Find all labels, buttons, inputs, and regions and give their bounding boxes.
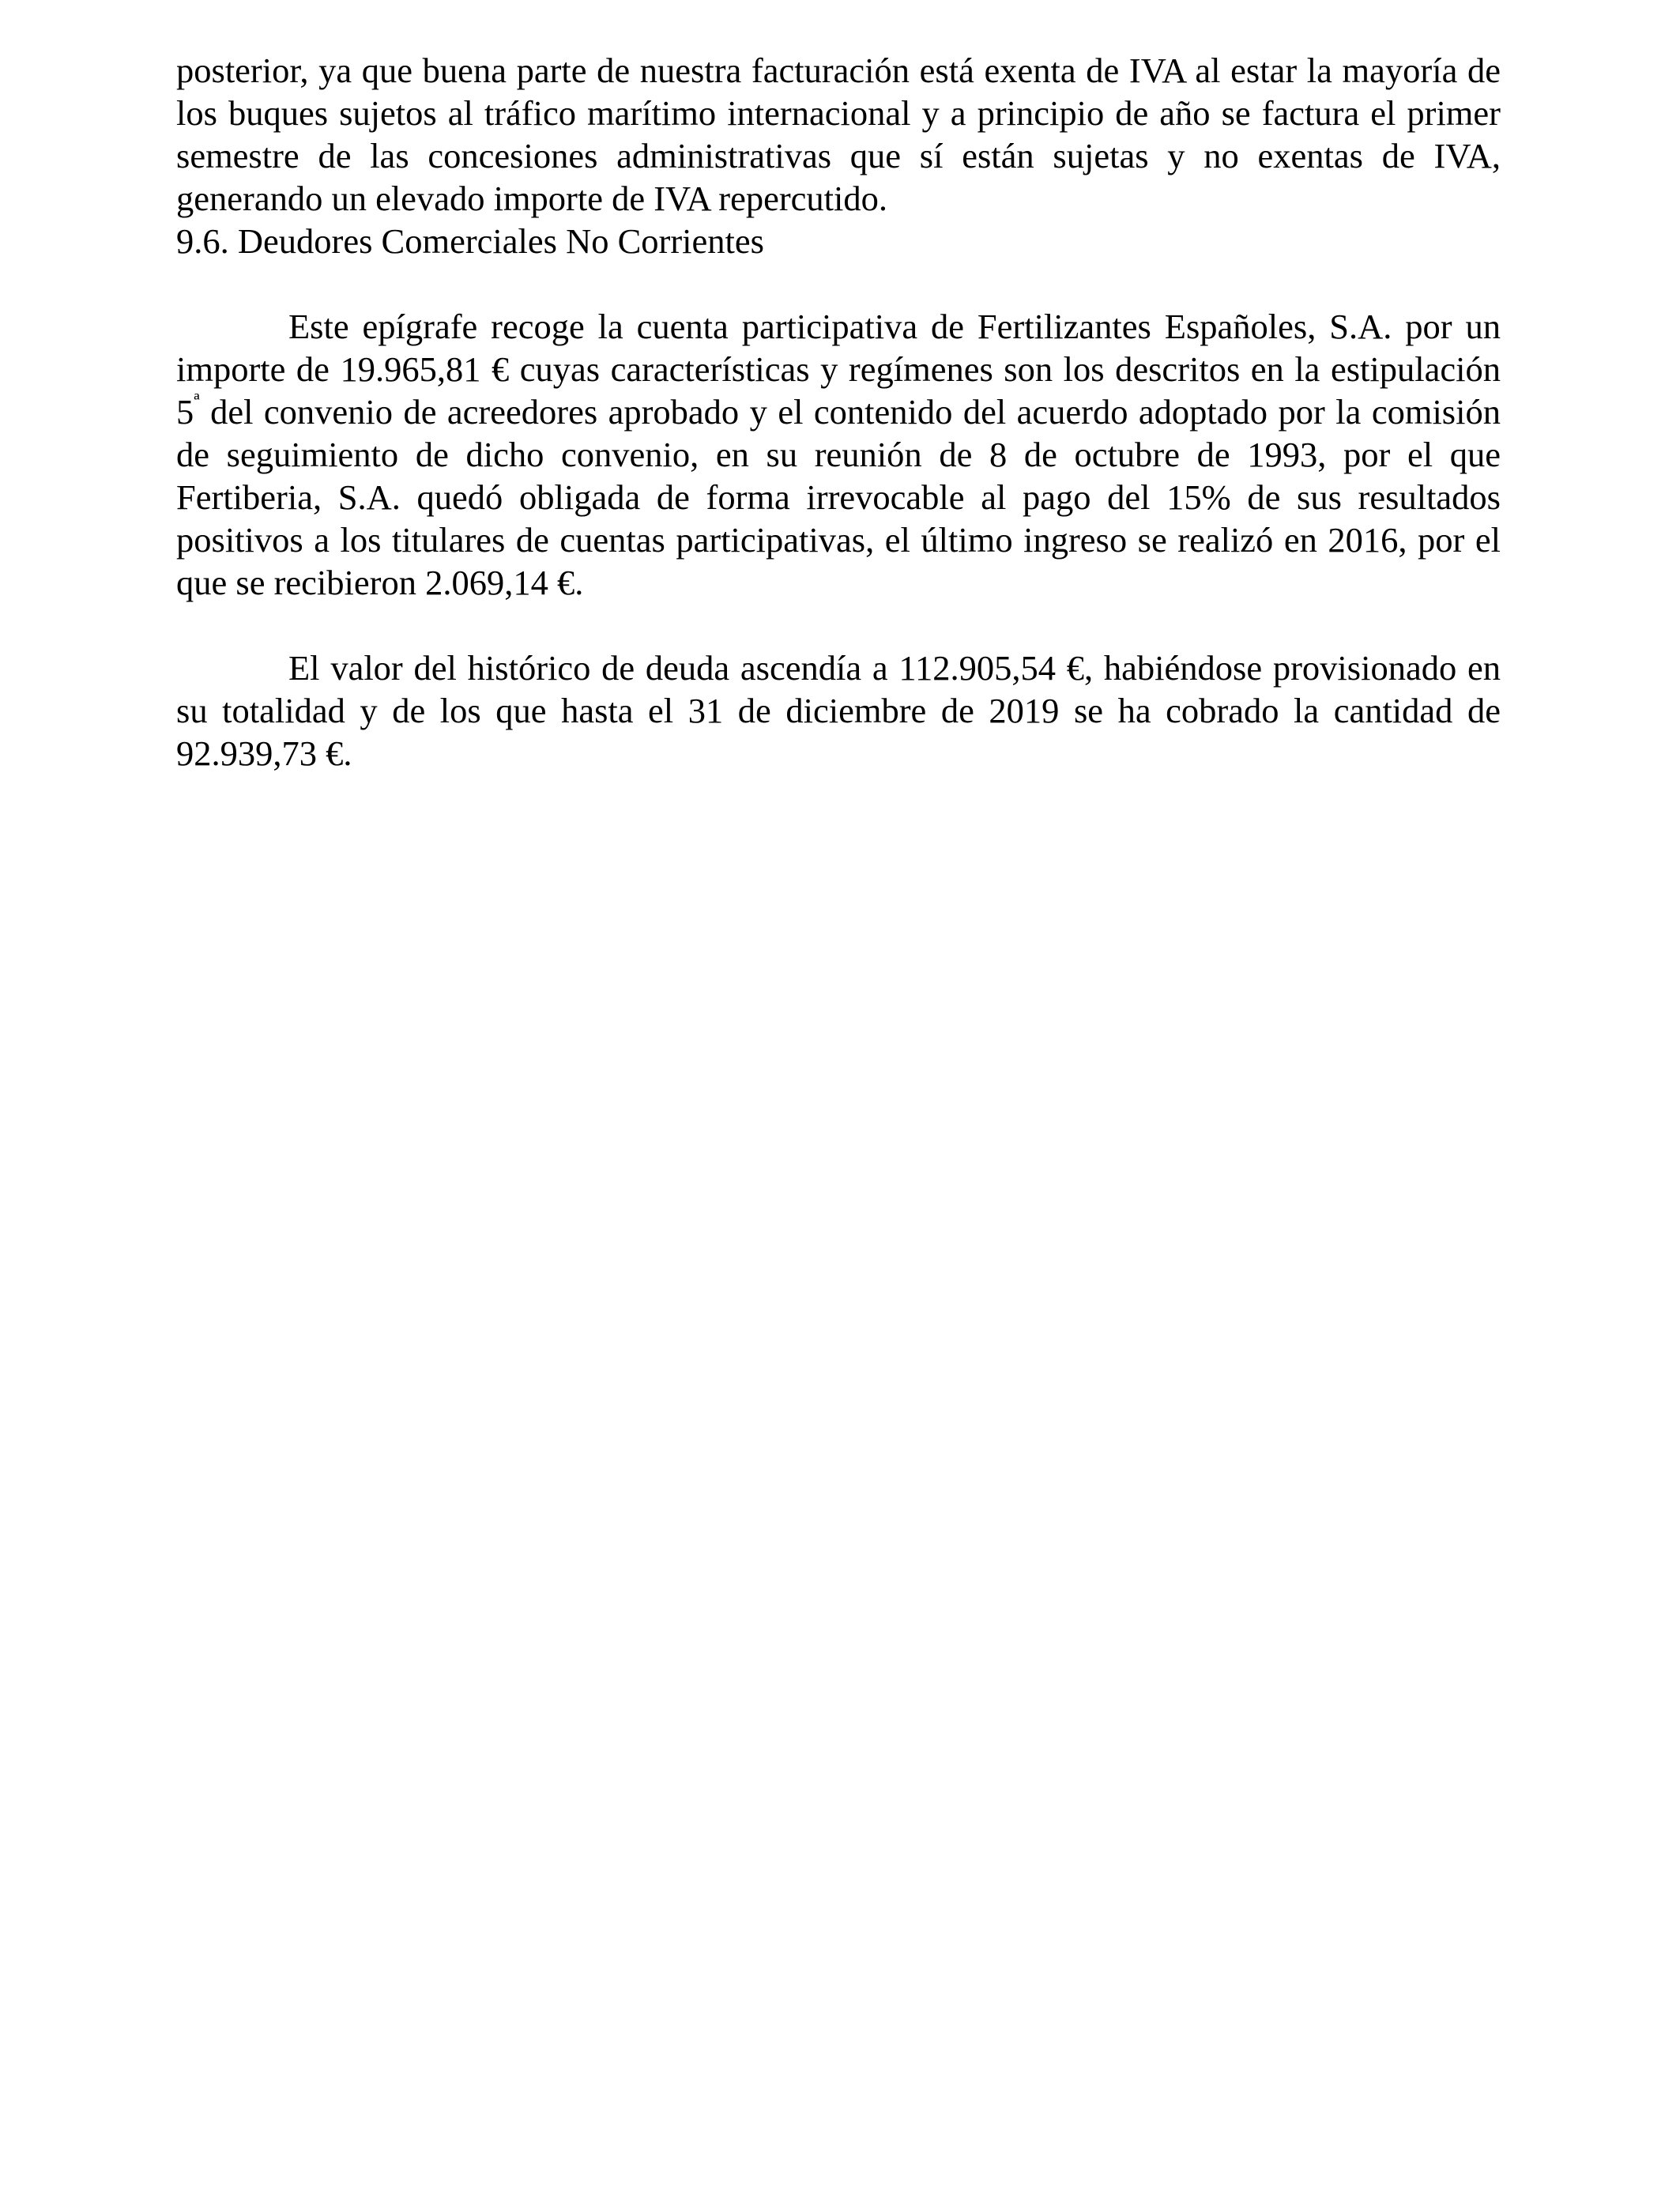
paragraph-historico-deuda: El valor del histórico de deuda ascendía a 112.905,54 €, habiéndose provisionado en su totalidad y de los que hasta el 31 de diciembre de 2019 se ha cobrado la cantidad de 92.939,73 €. xyxy=(176,648,1501,773)
paragraph-spacer xyxy=(176,262,1501,305)
paragraph-cuenta-participativa xyxy=(176,305,1501,604)
section-heading: 9.6. Deudores Comerciales No Corrientes xyxy=(176,221,764,261)
paragraph-text-part-1: Este epígrafe recoge la cuenta participativa de Fertilizantes Españoles, S.A. por un importe de 19.965,81 € cuyas características y regímenes son los descritos en la estipulación 5 xyxy=(176,307,1501,432)
document-body xyxy=(176,49,1501,775)
ordinal-superscript: ª xyxy=(194,388,200,413)
paragraph-spacer xyxy=(176,604,1501,647)
paragraph-continuation: posterior, ya que buena parte de nuestra facturación está exenta de IVA al estar la mayoría de los buques sujetos al tráfico marítimo internacional y a principio de año se factura el primer semestre de las concesiones administrativas que sí están sujetas y no exentas de IVA, generando un elevado importe de IVA repercutido. xyxy=(176,51,1501,218)
paragraph-text-part-2: del convenio de acreedores aprobado y el contenido del acuerdo adoptado por la comisión de seguimiento de dicho convenio, en su reunión de 8 de octubre de 1993, por el que Fertiberia, S.A. quedó obligada de forma irrevocable al pago del 15% de sus resultados positivos a los titulares de cuentas participativas, el último ingreso se realizó en 2016, por el que se recibieron 2.069,14 €. xyxy=(176,392,1501,602)
